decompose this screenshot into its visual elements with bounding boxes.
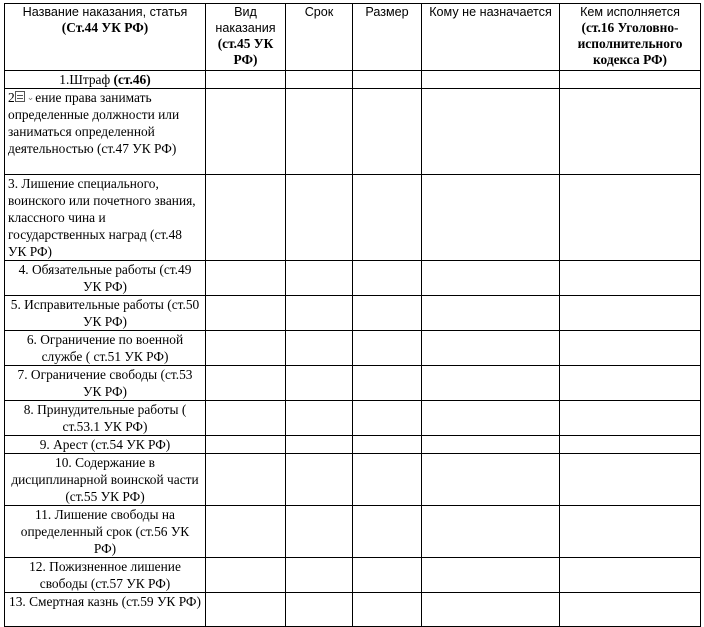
table-cell[interactable] xyxy=(353,331,422,366)
table-cell[interactable] xyxy=(353,296,422,331)
row-death-penalty: 13. Смертная казнь (ст.59 УК РФ) xyxy=(5,593,206,627)
table-cell[interactable] xyxy=(206,261,286,296)
row-arrest: 9. Арест (ст.54 УК РФ) xyxy=(5,436,206,454)
table-cell[interactable] xyxy=(422,401,560,436)
header-row xyxy=(5,4,701,71)
row-imprisonment-fixed-term: 11. Лишение свободы на определенный срок (ст.56 УК РФ) xyxy=(5,506,206,558)
table-row xyxy=(5,506,701,558)
table-cell[interactable] xyxy=(422,558,560,593)
table-row xyxy=(5,401,701,436)
table-cell[interactable] xyxy=(353,593,422,627)
table-cell[interactable] xyxy=(206,89,286,175)
table-row xyxy=(5,261,701,296)
list-handle-icon[interactable] xyxy=(15,91,25,102)
table-cell[interactable] xyxy=(206,175,286,261)
header-type-article: (ст.45 УК РФ) xyxy=(217,36,274,67)
table-cell[interactable] xyxy=(286,454,353,506)
table-cell[interactable] xyxy=(560,261,701,296)
table-cell[interactable] xyxy=(560,175,701,261)
table-row xyxy=(5,89,701,175)
table-cell[interactable] xyxy=(422,175,560,261)
table-cell[interactable] xyxy=(560,296,701,331)
table-cell[interactable] xyxy=(560,454,701,506)
table-cell[interactable] xyxy=(422,331,560,366)
table-cell[interactable] xyxy=(206,401,286,436)
punishments-table xyxy=(4,3,701,627)
table-row xyxy=(5,454,701,506)
row-correctional-work: 5. Исправительные работы (ст.50 УК РФ) xyxy=(5,296,206,331)
row-deprivation-of-rank: 3. Лишение специального, воинского или почетного звания, классного чина и государственных наград (ст.48 УК РФ) xyxy=(5,175,206,261)
table-cell[interactable] xyxy=(286,366,353,401)
table-cell[interactable] xyxy=(560,401,701,436)
table-cell[interactable] xyxy=(286,296,353,331)
table-cell[interactable] xyxy=(422,366,560,401)
table-cell[interactable] xyxy=(286,401,353,436)
chevron-down-icon[interactable]: ⌄ xyxy=(26,92,35,102)
table-cell[interactable] xyxy=(353,401,422,436)
table-cell[interactable] xyxy=(206,558,286,593)
table-cell[interactable] xyxy=(286,558,353,593)
table-cell[interactable] xyxy=(286,593,353,627)
table-cell[interactable] xyxy=(560,506,701,558)
table-cell[interactable] xyxy=(353,436,422,454)
table-cell[interactable] xyxy=(422,296,560,331)
table-cell[interactable] xyxy=(422,436,560,454)
row-life-imprisonment: 12. Пожизненное лишение свободы (ст.57 УК РФ) xyxy=(5,558,206,593)
row-restriction-of-freedom: 7. Ограничение свободы (ст.53 УК РФ) xyxy=(5,366,206,401)
table-cell[interactable] xyxy=(353,506,422,558)
table-cell[interactable] xyxy=(286,436,353,454)
table-cell[interactable] xyxy=(206,506,286,558)
header-punishment-name: Название наказания, статья (Ст.44 УК РФ) xyxy=(5,4,206,71)
table-cell[interactable] xyxy=(560,331,701,366)
table-cell[interactable] xyxy=(206,366,286,401)
table-cell[interactable] xyxy=(560,593,701,627)
table-row xyxy=(5,593,701,627)
table-cell[interactable] xyxy=(560,558,701,593)
header-not-assigned-to: Кому не назначается xyxy=(422,4,560,71)
table-cell[interactable] xyxy=(422,593,560,627)
table-row xyxy=(5,175,701,261)
table-cell[interactable] xyxy=(422,71,560,89)
row-fine: 1.Штраф (ст.46) xyxy=(5,71,206,89)
table-cell[interactable] xyxy=(353,71,422,89)
table-cell[interactable] xyxy=(560,89,701,175)
table-cell[interactable] xyxy=(286,331,353,366)
table-cell[interactable] xyxy=(206,454,286,506)
table-cell[interactable] xyxy=(353,89,422,175)
header-executed-by-article: (ст.16 Уголовно-исполнительного кодекса РФ) xyxy=(577,20,683,67)
header-punishment-type: Вид наказания (ст.45 УК РФ) xyxy=(206,4,286,71)
table-cell[interactable] xyxy=(286,506,353,558)
table-cell[interactable] xyxy=(286,175,353,261)
table-cell[interactable] xyxy=(422,261,560,296)
table-cell[interactable] xyxy=(206,331,286,366)
header-amount: Размер xyxy=(353,4,422,71)
table-cell[interactable] xyxy=(286,261,353,296)
table-cell[interactable] xyxy=(206,71,286,89)
table-cell[interactable] xyxy=(286,89,353,175)
table-row xyxy=(5,366,701,401)
table-row xyxy=(5,436,701,454)
header-punishment-article: (Ст.44 УК РФ) xyxy=(61,20,149,35)
table-cell[interactable] xyxy=(353,175,422,261)
table-row xyxy=(5,331,701,366)
row-forced-labor: 8. Принудительные работы ( ст.53.1 УК РФ) xyxy=(5,401,206,436)
header-executed-by: Кем исполняется (ст.16 Уголовно-исполнительного кодекса РФ) xyxy=(560,4,701,71)
table-cell[interactable] xyxy=(353,261,422,296)
table-cell[interactable] xyxy=(422,506,560,558)
table-cell[interactable] xyxy=(560,436,701,454)
table-cell[interactable] xyxy=(560,71,701,89)
row-compulsory-work: 4. Обязательные работы (ст.49 УК РФ) xyxy=(5,261,206,296)
table-row xyxy=(5,71,701,89)
table-cell[interactable] xyxy=(206,436,286,454)
table-cell[interactable] xyxy=(353,366,422,401)
row-military-service-restriction: 6. Ограничение по военной службе ( ст.51 УК РФ) xyxy=(5,331,206,366)
row-deprivation-of-right: 2 ⌄ение права занимать определенные должности или заниматься определенной деятельностью (ст.47 УК РФ) xyxy=(5,89,206,175)
table-cell[interactable] xyxy=(353,558,422,593)
table-cell[interactable] xyxy=(422,454,560,506)
table-cell[interactable] xyxy=(353,454,422,506)
table-cell[interactable] xyxy=(560,366,701,401)
table-cell[interactable] xyxy=(206,593,286,627)
table-cell[interactable] xyxy=(206,296,286,331)
table-row xyxy=(5,558,701,593)
header-term: Срок xyxy=(286,4,353,71)
table-row xyxy=(5,296,701,331)
table-cell[interactable] xyxy=(422,89,560,175)
table-cell[interactable] xyxy=(286,71,353,89)
row-disciplinary-unit: 10. Содержание в дисциплинарной воинской части (ст.55 УК РФ) xyxy=(5,454,206,506)
